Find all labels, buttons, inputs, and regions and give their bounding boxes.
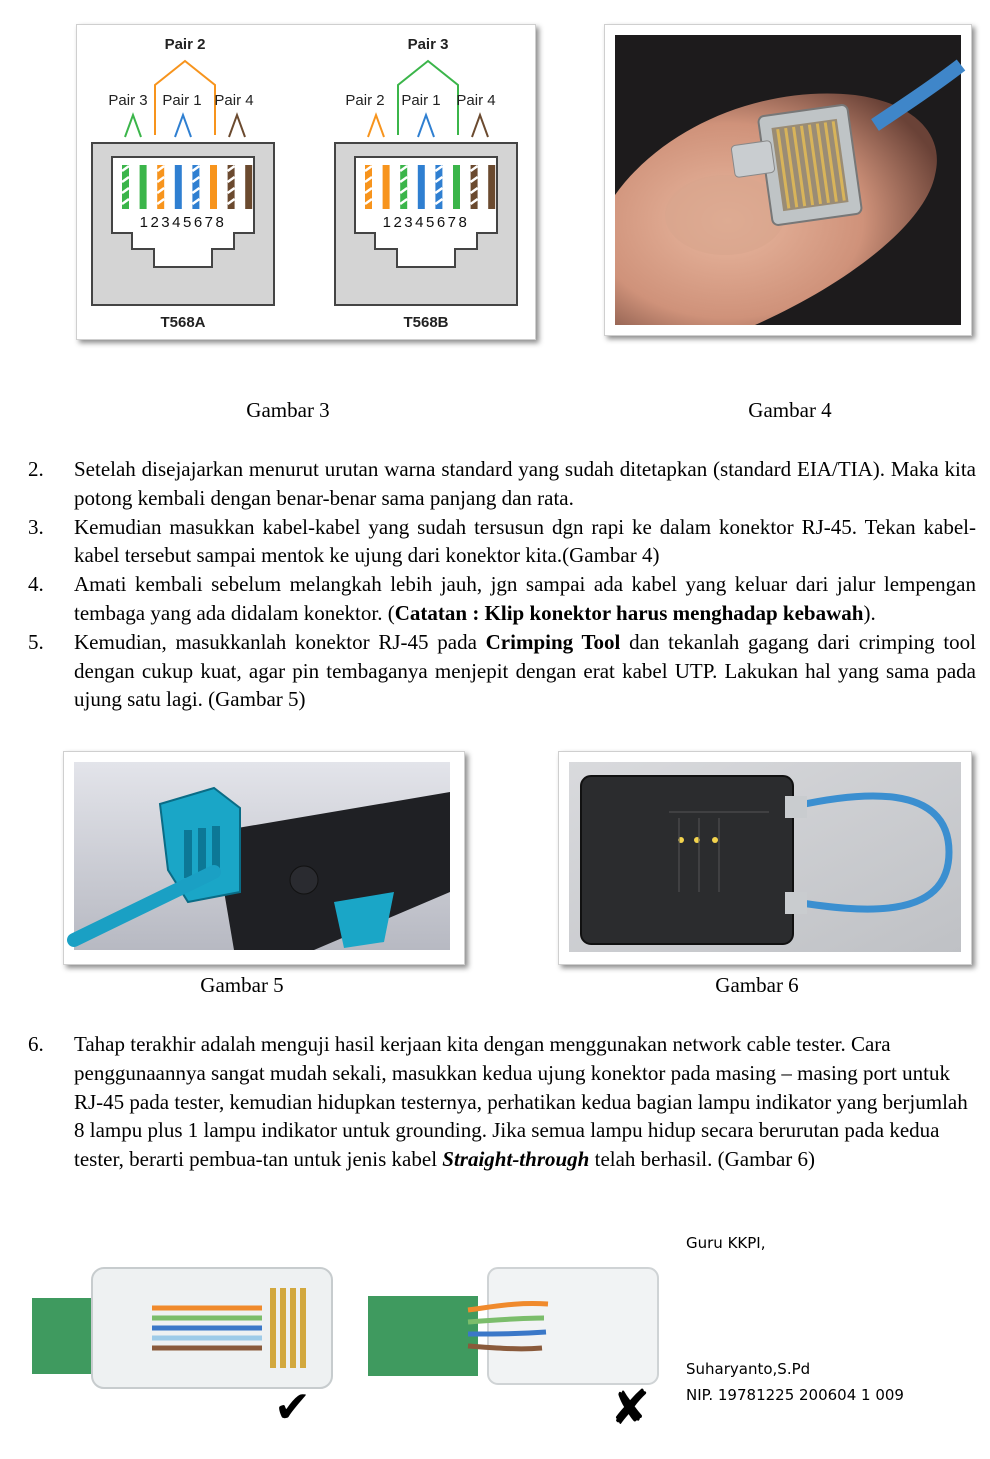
jackA-wire-8 (245, 165, 252, 209)
cable-tester-illustration (559, 752, 971, 964)
step-5-text: Kemudian, masukkanlah konektor RJ-45 pada Crimping Tool dan tekanlah gagang dari crimping tool dengan cukup kuat, agar pin tembaganya menjepit dengan erat kabel UTP. Lakukan hal yang sama pada ujung satu lagi. (Gambar 5) (74, 629, 976, 712)
caption-gambar-5: Gambar 5 (200, 973, 284, 997)
t568a-name: T568A (160, 314, 206, 331)
t568a-sub-label-3: Pair 4 (214, 92, 254, 109)
t568a-pin-numbers: 12345678 (139, 214, 227, 231)
caption-gambar-4: Gambar 4 (748, 398, 832, 422)
crimping-tool-illustration (64, 752, 464, 964)
wiring-diagram (77, 25, 535, 339)
photo-rj45-in-hand (604, 24, 972, 336)
jackB-wire-8 (488, 165, 495, 209)
photo-crimping-tool (63, 751, 465, 965)
step-2: 2. Setelah disejajarkan menurut urutan warna standard yang sudah ditetapkan (standard EIA/TIA). Maka kita potong kembali dengan benar-benar sama panjang dan rata. (28, 455, 976, 513)
step-4: 4. Amati kembali sebelum melangkah lebih jauh, jgn sampai ada kabel yang keluar dari jalur lempengan tembaga yang ada didalam konektor. (Catatan : Klip konektor harus menghadap kebawah). (28, 570, 976, 628)
step-6: 6. Tahap terakhir adalah menguji hasil kerjaan kita dengan menggunakan network cable tester. Cara penggunaannya sangat mudah sekali, masukkan kedua ujung konektor pada masing – masing port untuk RJ-45 pada tester, kemudian hidupkan testernya, perhatikan kedua bagian lampu indikator yang berjumlah 8 lampu plus 1 lampu indikator untuk grounding. Jika semua lampu hidup secara berurutan pada kedua tester, berarti pembua-tan untuk jenis kabel Straight-through telah berhasil. (Gambar 6) (28, 1030, 976, 1174)
jackB-wire-2 (383, 165, 390, 209)
t568a-top-label: Pair 2 (164, 36, 206, 53)
rj45-hand-illustration (605, 25, 971, 335)
photo-cable-tester (558, 751, 972, 965)
t568a-sub-label-2: Pair 1 (162, 92, 202, 109)
jackA-wire-6 (210, 165, 217, 209)
correct-crimp-illustration (32, 1238, 336, 1434)
photo-correct-crimp (32, 1238, 336, 1434)
steps-list-b (28, 1030, 976, 1174)
cross-icon: ✘ (610, 1380, 651, 1434)
jackB-wire-4 (418, 165, 425, 209)
step-4-text: Amati kembali sebelum melangkah lebih jauh, jgn sampai ada kabel yang keluar dari jalur lempengan tembaga yang ada didalam konektor. (Catatan : Klip konektor harus menghadap kebawah). (74, 572, 976, 625)
step-4-note: Catatan : Klip konektor harus menghadap kebawah (394, 600, 864, 625)
steps-list-a (28, 455, 976, 714)
connector-pins (771, 119, 848, 211)
signature-role: Guru KKPI, (686, 1234, 766, 1252)
wiring-diagram-figure (76, 24, 536, 340)
t568b-pin-numbers: 12345678 (382, 214, 470, 231)
jackB-wire-6 (453, 165, 460, 209)
t568b-sub-label-3: Pair 4 (456, 92, 496, 109)
t568a-jack (92, 36, 274, 331)
t568b-top-label: Pair 3 (407, 36, 449, 53)
t568b-sub-label-1: Pair 2 (345, 92, 385, 109)
step-2-text: Setelah disejajarkan menurut urutan warna standard yang sudah ditetapkan (standard EIA/TIA). Maka kita potong kembali dengan benar-benar sama panjang dan rata. (74, 457, 976, 510)
signature-name: Suharyanto,S.Pd (686, 1360, 811, 1378)
wrong-crimp-illustration (368, 1238, 668, 1434)
step-5: 5. Kemudian, masukkanlah konektor RJ-45 pada Crimping Tool dan tekanlah gagang dari crimping tool dengan cukup kuat, agar pin tembaganya menjepit dengan erat kabel UTP. Lakukan hal yang sama pada ujung satu lagi. (Gambar 5) (28, 628, 976, 714)
t568b-name: T568B (403, 314, 449, 331)
checkmark-icon: ✔ (274, 1382, 311, 1433)
photo-wrong-crimp (368, 1238, 668, 1434)
step-3-text: Kemudian masukkan kabel-kabel yang sudah tersusun dgn rapi ke dalam konektor RJ-45. Tekan kabel-kabel tersebut sampai mentok ke ujung dari konektor kita.(Gambar 4) (74, 514, 976, 568)
jackA-wire-4 (175, 165, 182, 209)
straight-through-term: Straight-through (442, 1147, 590, 1172)
signature-nip: NIP. 19781225 200604 1 009 (686, 1386, 904, 1404)
jackA-wire-2 (140, 165, 147, 209)
step-6-text: Tahap terakhir adalah menguji hasil kerjaan kita dengan menggunakan network cable tester. Cara penggunaannya sangat mudah sekali, masukkan kedua ujung konektor pada masing – masing port untuk RJ-45 pada tester, kemudian hidupkan testernya, perhatikan kedua bagian lampu indikator yang berjumlah 8 lampu plus 1 lampu indikator untuk grounding. Jika semua lampu hidup secara berurutan pada kedua tester, berarti pembua-tan untuk jenis kabel Straight-through telah berhasil. (Gambar 6) (74, 1032, 968, 1172)
crimping-tool-term: Crimping Tool (485, 629, 621, 654)
caption-gambar-6: Gambar 6 (715, 973, 799, 997)
step-3: 3. Kemudian masukkan kabel-kabel yang sudah tersusun dgn rapi ke dalam konektor RJ-45. Tekan kabel-kabel tersebut sampai mentok ke ujung dari konektor kita.(Gambar 4) (28, 513, 976, 571)
t568b-jack (335, 36, 517, 331)
t568b-sub-label-2: Pair 1 (401, 92, 441, 109)
t568a-sub-label-1: Pair 3 (108, 92, 148, 109)
caption-gambar-3: Gambar 3 (246, 398, 330, 422)
